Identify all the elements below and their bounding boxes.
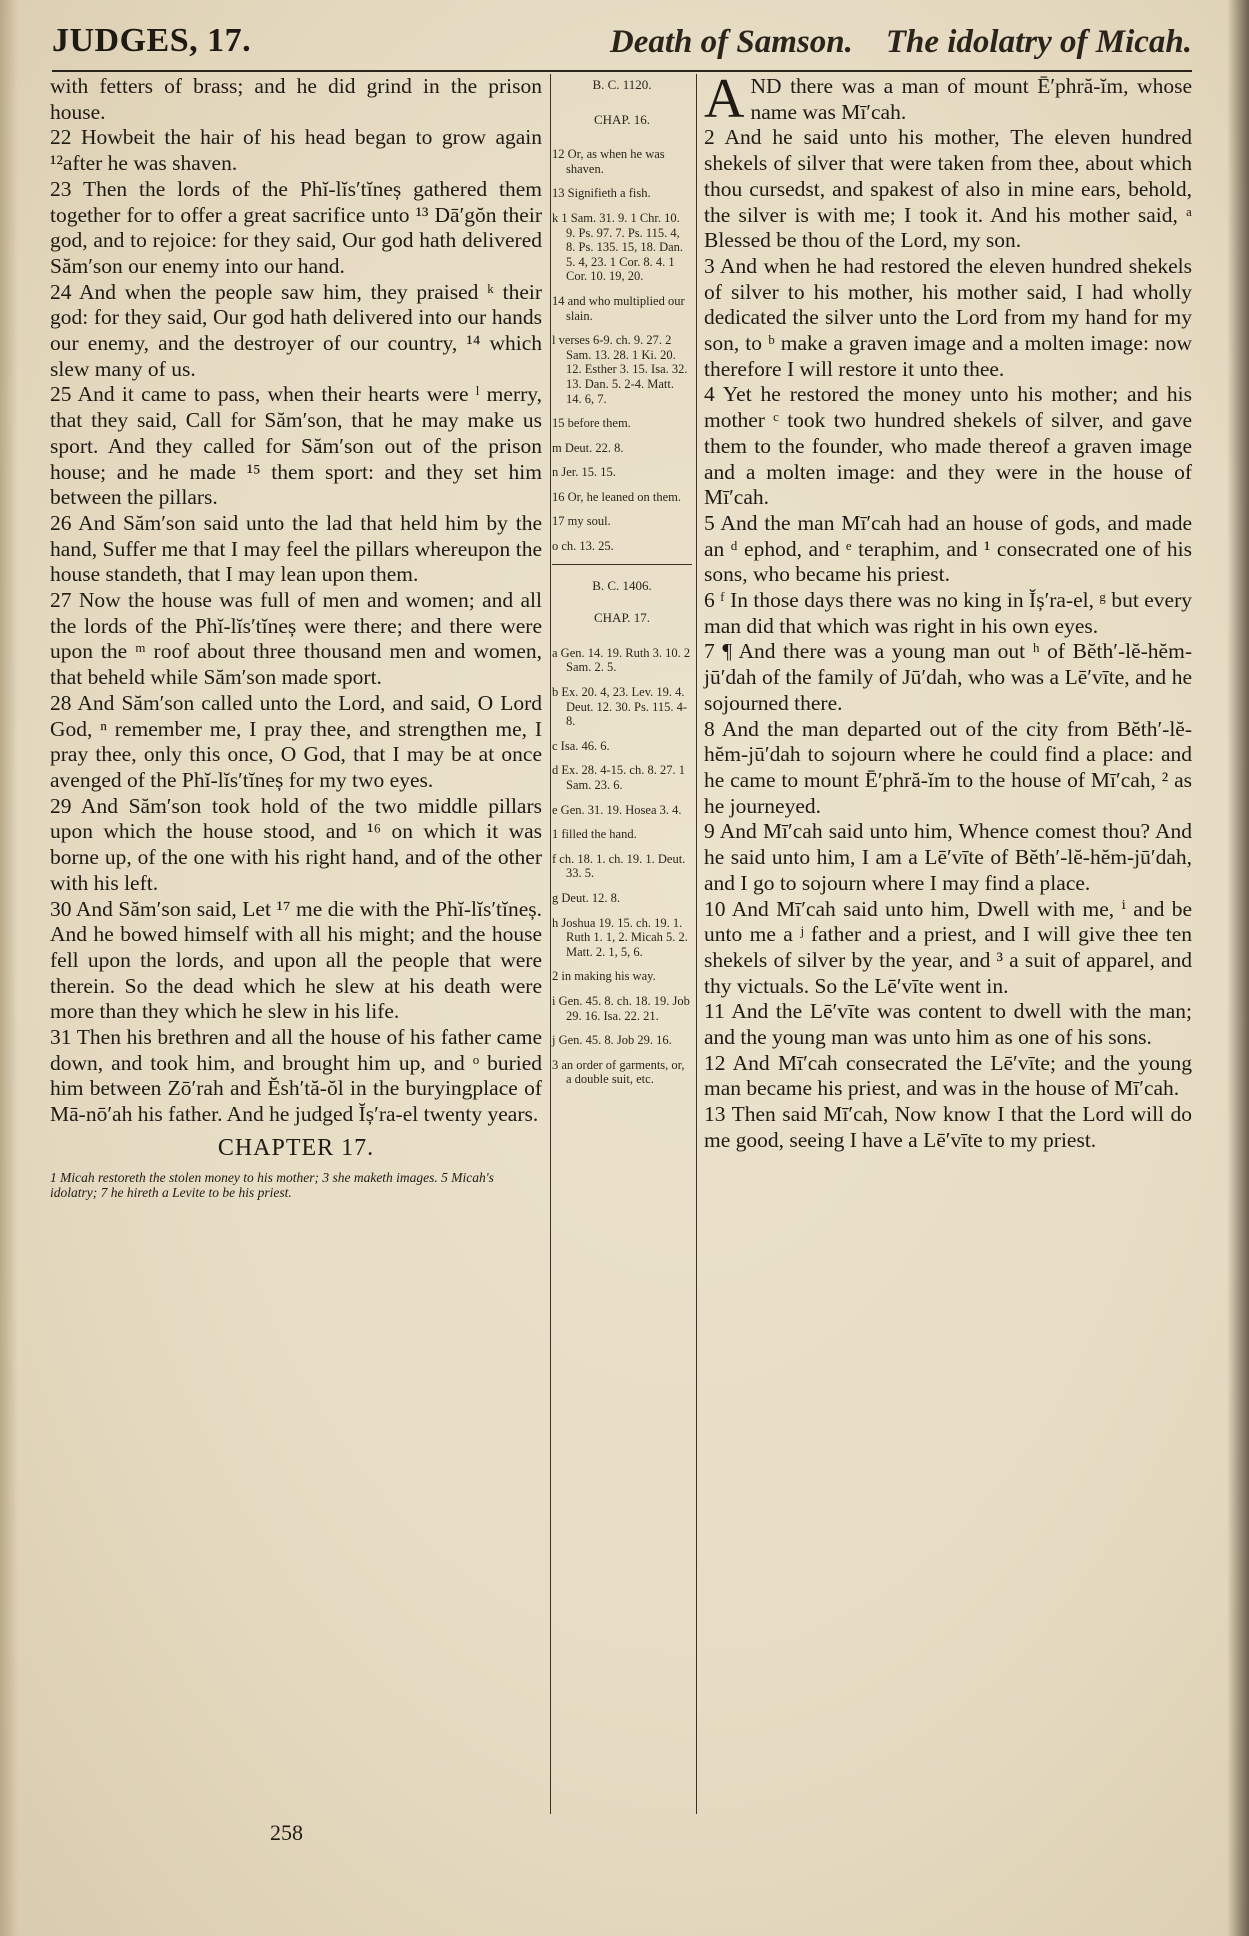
left-text-column xyxy=(50,74,542,1201)
reference-note: n Jer. 15. 15. xyxy=(552,465,616,480)
reference-note: 17 my soul. xyxy=(552,514,611,529)
reference-note: 12 Or, as when he was shaven. xyxy=(552,147,665,176)
verse-paragraph: 23 Then the lords of the Phĭ-lĭs′tĭneș gathered them together for to offer a great sacrifice unto ¹³ Dā′gŏn their god, and to rejoice: for they said, Our god hath delivered Săm′son our enemy into our hand. xyxy=(50,176,542,278)
reference-note: b Ex. 20. 4, 23. Lev. 19. 4. Deut. 12. 30. Ps. 115. 4-8. xyxy=(552,685,688,729)
running-title-part-1: Death of Samson. xyxy=(609,24,853,60)
reference-note: f ch. 18. 1. ch. 19. 1. Deut. 33. 5. xyxy=(552,851,686,881)
reference-note: 13 Signifieth a fish. xyxy=(552,186,651,201)
verse-paragraph: 8 And the man departed out of the city from Bĕth′-lĕ-hĕm-jū′dah to sojourn where he could find a place: and he came to mount Ē′phră-ĭm to the house of Mī′cah, ² as he journeyed. xyxy=(704,716,1192,818)
verse-text: ND there was a man of mount Ē′phră-ĭm, whose name was Mī′cah. xyxy=(750,74,1192,124)
verse-paragraph: 6 ᶠ In those days there was no king in Ĭș′ra-el, ᵍ but every man did that which was right in his own eyes. xyxy=(704,588,1192,638)
reference-note: 14 and who multiplied our slain. xyxy=(552,293,685,323)
running-title xyxy=(610,24,1192,61)
reference-note: i Gen. 45. 8. ch. 18. 19. Job 29. 16. Isa. 22. 21. xyxy=(552,993,690,1023)
chapter-label: CHAP. 17. xyxy=(594,610,650,626)
verse-paragraph: 27 Now the house was full of men and women; and all the lords of the Phĭ-lĭs′tĭneș were there; and there were upon the ᵐ roof about three thousand men and women, that beheld while Săm′son made sport. xyxy=(50,588,542,690)
reference-note: l verses 6-9. ch. 9. 27. 2 Sam. 13. 28. 1 Ki. 20. 12. Esther 3. 15. Isa. 32. 13. Dan. 5. 2-4. Matt. 14. 6, 7. xyxy=(552,333,688,406)
reference-note: k 1 Sam. 31. 9. 1 Chr. 10. 9. Ps. 97. 7. Ps. 115. 4, 8. Ps. 135. 15, 18. Dan. 5. 4, 23. 1 Cor. 8. 4. 1 Cor. 10. 19, 20. xyxy=(552,210,684,284)
reference-note: 2 in making his way. xyxy=(552,969,656,984)
page-header xyxy=(52,18,1192,72)
reference-note: 3 an order of garments, or, a double suit, etc. xyxy=(552,1057,685,1087)
verse-paragraph: 5 And the man Mī′cah had an house of gods, and made an ᵈ ephod, and ᵉ teraphim, and ¹ consecrated one of his sons, who became his priest. xyxy=(704,510,1192,587)
verse-paragraph: 9 And Mī′cah said unto him, Whence comest thou? And he said unto him, I am a Lē′vīte of Bĕth′-lĕ-hĕm-jū′dah, and I go to sojourn where I may find a place. xyxy=(704,819,1192,895)
verse-paragraph: 24 And when the people saw him, they praised ᵏ their god: for they said, Our god hath delivered into our hands our enemy, and the destroyer of our country, ¹⁴ which slew many of us. xyxy=(50,279,542,381)
reference-note: h Joshua 19. 15. ch. 19. 1. Ruth 1. 1, 2. Micah 5. 2. Matt. 2. 1, 5, 6. xyxy=(552,915,688,959)
reference-note: e Gen. 31. 19. Hosea 3. 4. xyxy=(552,802,682,817)
drop-cap: A xyxy=(704,68,745,130)
verse-paragraph: 13 Then said Mī′cah, Now know I that the Lord will do me good, seeing I have a Lē′vīte to my priest. xyxy=(704,1102,1192,1152)
verse-paragraph: 7 ¶ And there was a young man out ʰ of Bĕth′-lĕ-hĕm-jū′dah of the family of Jū′dah, who was a Lē′vīte, and he sojourned there. xyxy=(704,639,1192,715)
reference-note: a Gen. 14. 19. Ruth 3. 10. 2 Sam. 2. 5. xyxy=(552,645,691,675)
date-heading: B. C. 1120. xyxy=(592,77,652,92)
verse-paragraph: 30 And Săm′son said, Let ¹⁷ me die with the Phĭ-lĭs′tĭneș. And he bowed himself with all his might; and the house fell upon the lords, and upon all the people that were therein. So the dead which he slew at his death were more than they which he slew in his life. xyxy=(50,896,542,1024)
verse-paragraph: 25 And it came to pass, when their hearts were ˡ merry, that they said, Call for Săm′son, that he may make us sport. And they called for Săm′son out of the prison house; and he made ¹⁵ them sport: and they set him between the pillars. xyxy=(50,382,542,510)
verse-paragraph: with fetters of brass; and he did grind in the prison house. xyxy=(50,74,542,124)
reference-note: 16 Or, he leaned on them. xyxy=(552,489,681,504)
verse-paragraph: 28 And Săm′son called unto the Lord, and said, O Lord God, ⁿ remember me, I pray thee, and strengthen me, I pray thee, only this once, O God, that I may be at once avenged of the Phĭ-lĭs′tĭneș for my two eyes. xyxy=(50,690,542,792)
verse-paragraph: 22 Howbeit the hair of his head began to grow again ¹²after he was shaven. xyxy=(50,125,542,176)
chapter-summary: 1 Micah restoreth the stolen money to his mother; 3 she maketh images. 5 Micah's idolatry; 7 he hireth a Levite to be his priest. xyxy=(50,1169,494,1201)
verse-paragraph: 11 And the Lē′vīte was content to dwell with the man; and the young man was unto him as one of his sons. xyxy=(704,999,1192,1050)
reference-note: j Gen. 45. 8. Job 29. 16. xyxy=(552,1033,672,1048)
chapter-heading: CHAPTER 17. xyxy=(217,1134,375,1161)
reference-note: m Deut. 22. 8. xyxy=(552,440,624,455)
verse-paragraph: 31 Then his brethren and all the house of his father came down, and took him, and brought him up, and ᵒ buried him between Zō′rah and Ĕsh′tă-ŏl in the buryingplace of Mā-nō′ah his father. And he judged Ĭș′ra-el twenty years. xyxy=(50,1025,542,1127)
reference-note: 1 filled the hand. xyxy=(552,827,637,842)
reference-note: o ch. 13. 25. xyxy=(552,539,614,554)
date-heading: B. C. 1406. xyxy=(592,577,652,593)
page-edge-shadow xyxy=(1227,0,1249,1936)
column-rule-right xyxy=(696,74,697,1814)
chapter-label: CHAP. 16. xyxy=(594,111,650,127)
reference-note: c Isa. 46. 6. xyxy=(552,738,610,753)
reference-divider xyxy=(552,564,692,565)
right-text-column xyxy=(704,68,1192,1154)
verse-paragraph: 10 And Mī′cah said unto him, Dwell with me, ⁱ and be unto me a ʲ father and a priest, and I will give thee ten shekels of silver by the year, and ³ a suit of apparel, and thy victuals. So the Lē′vīte went in. xyxy=(704,896,1192,998)
verse-paragraph: 4 Yet he restored the money unto his mother; and his mother ᶜ took two hundred shekels of silver, and gave them to the founder, who made thereof a graven image and a molten image: and they were in the house of Mī′cah. xyxy=(704,382,1192,510)
verse-paragraph: 3 And when he had restored the eleven hundred shekels of silver to his mother, his mother said, I had wholly dedicated the silver unto the Lord from my hand for my son, to ᵇ make a graven image and a molten image: now therefore I will restore it unto thee. xyxy=(704,253,1192,381)
verse-paragraph: 12 And Mī′cah consecrated the Lē′vīte; and the young man became his priest, and was in the house of Mī′cah. xyxy=(704,1050,1192,1101)
book-chapter-title: JUDGES, 17. xyxy=(52,22,252,59)
reference-note: 15 before them. xyxy=(552,416,631,431)
reference-note: d Ex. 28. 4-15. ch. 8. 27. 1 Sam. 23. 6. xyxy=(552,763,685,792)
cross-reference-column xyxy=(552,78,692,1097)
verse-paragraph-opening xyxy=(704,68,1192,130)
running-title-part-2: The idolatry of Micah. xyxy=(885,24,1192,60)
running-title-gap xyxy=(861,24,878,60)
verse-paragraph: 29 And Săm′son took hold of the two middle pillars upon which the house stood, and ¹⁶ on which it was borne up, of the one with his right hand, and of the other with his left. xyxy=(50,793,542,895)
spine-shadow xyxy=(0,0,18,1936)
verse-paragraph: 2 And he said unto his mother, The eleven hundred shekels of silver that were taken from thee, about which thou cursedst, and spakest of also in mine ears, behold, the silver is with me; I took it. And his mother said, ᵃ Blessed be thou of the Lord, my son. xyxy=(704,125,1192,253)
verse-paragraph: 26 And Săm′son said unto the lad that held him by the hand, Suffer me that I may feel the pillars whereupon the house standeth, that I may lean upon them. xyxy=(50,510,542,587)
reference-note: g Deut. 12. 8. xyxy=(552,890,621,905)
column-rule-left xyxy=(550,74,551,1814)
page-number: 258 xyxy=(270,1820,303,1845)
